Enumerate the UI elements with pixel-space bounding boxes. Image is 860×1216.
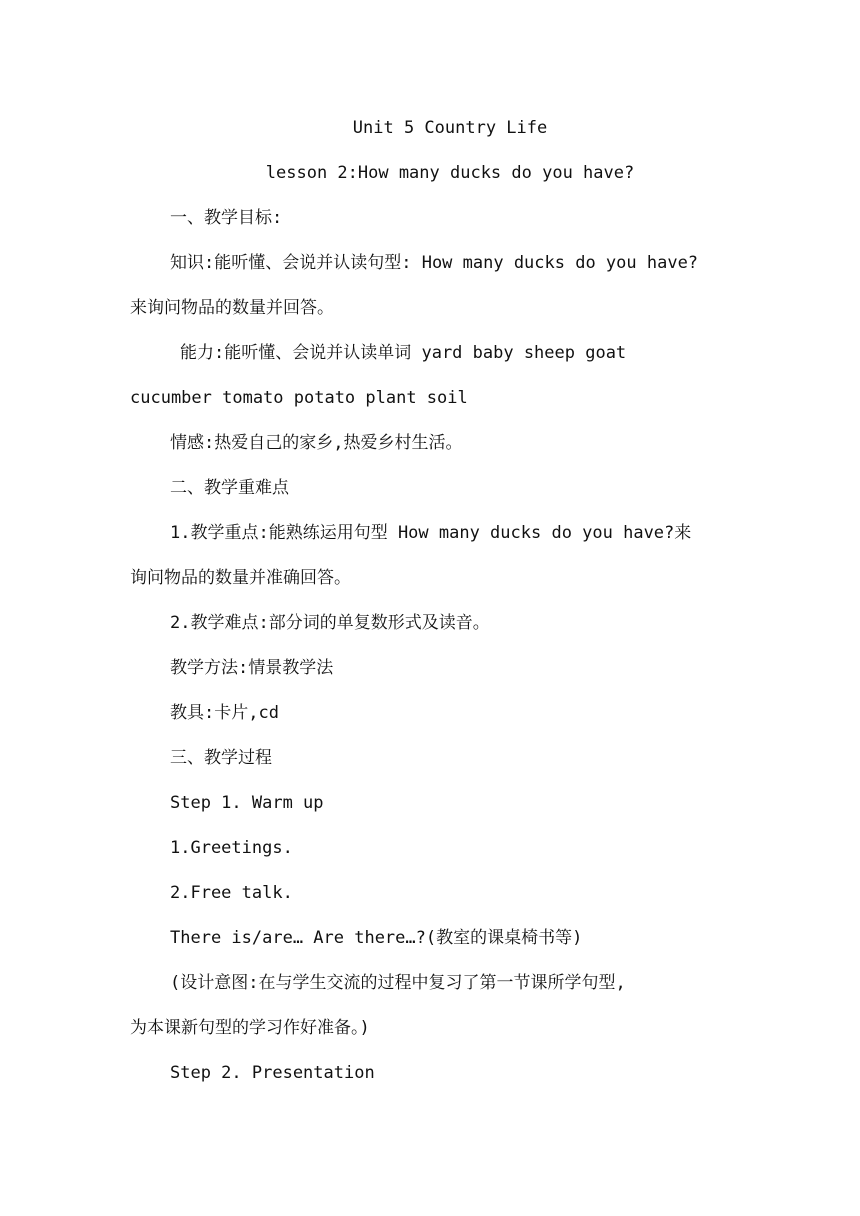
free-talk-line: 2.Free talk. [170, 883, 293, 903]
design-intent-line-1: (设计意图:在与学生交流的过程中复习了第一节课所学句型, [170, 973, 626, 993]
step-1-heading: Step 1. Warm up [170, 793, 324, 813]
document-title: Unit 5 Country Life [352, 118, 548, 138]
step-2-heading: Step 2. Presentation [170, 1063, 375, 1083]
ability-line-1: 能力:能听懂、会说并认读单词 yard baby sheep goat [180, 343, 627, 363]
greetings-line: 1.Greetings. [170, 838, 293, 858]
lesson-subtitle: lesson 2:How many ducks do you have? [265, 163, 635, 183]
ability-line-2: cucumber tomato potato plant soil [130, 388, 468, 408]
teaching-tools-line: 教具:卡片,cd [170, 703, 279, 723]
process-heading: 三、教学过程 [170, 748, 272, 768]
design-intent-line-2: 为本课新句型的学习作好准备。) [130, 1018, 370, 1038]
objectives-heading: 一、教学目标: [170, 208, 283, 228]
there-is-line: There is/are… Are there…?(教室的课桌椅书等) [170, 928, 583, 948]
difficult-point-line: 2.教学难点:部分词的单复数形式及读音。 [170, 613, 490, 633]
key-points-heading: 二、教学重难点 [170, 478, 289, 498]
knowledge-line-2: 来询问物品的数量并回答。 [130, 298, 334, 318]
emotion-line: 情感:热爱自己的家乡,热爱乡村生活。 [170, 433, 463, 453]
key-point-line-1: 1.教学重点:能熟练运用句型 How many ducks do you have?来 [170, 523, 692, 543]
teaching-method-line: 教学方法:情景教学法 [170, 658, 334, 678]
key-point-line-2: 询问物品的数量并准确回答。 [130, 568, 351, 588]
knowledge-line-1: 知识:能听懂、会说并认读句型: How many ducks do you have? [170, 253, 699, 273]
